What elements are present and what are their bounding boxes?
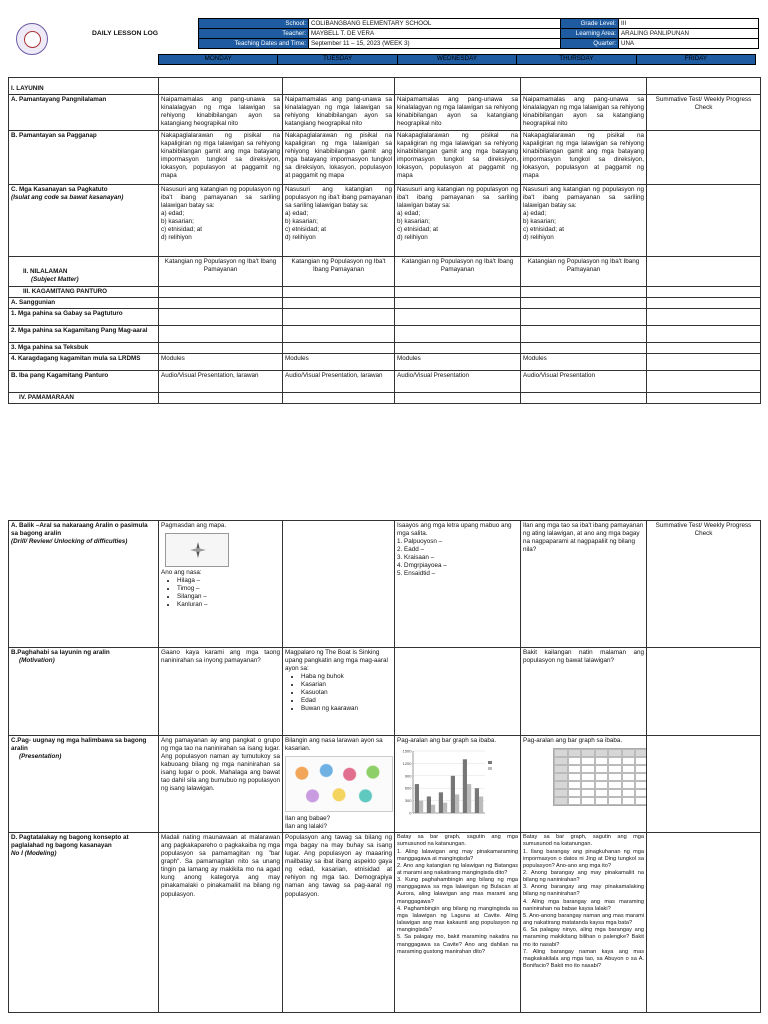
y-tick-label: 0 [409, 810, 412, 816]
boys-question: Ilan ang lalaki? [285, 823, 328, 831]
kagamitan-heading: III. KAGAMITANG PANTURO [9, 287, 159, 298]
area-label: Learning Area: [561, 29, 619, 39]
y-tick-label: 600 [404, 785, 412, 791]
mon-kasanayan [159, 185, 283, 257]
jumbled-word: 2. Eadd – [397, 546, 424, 554]
table-cell [622, 781, 636, 789]
wed-question: 2. Ano ang katangian ng lalawigan ng Batangas at marami ang nakatirang mangingisda dito? [397, 862, 518, 876]
wed-av: Audio/Visual Presentation [395, 371, 521, 393]
pagtatalakay-title: D. Pagtatalakay ng bagong konsepto at paglalahad ng bagong kasanayan [11, 834, 129, 850]
wed-balik-aral [395, 521, 521, 648]
mon-modules: Modules [159, 354, 283, 371]
day-monday: MONDAY [159, 55, 278, 65]
grade-label: Grade Level: [561, 19, 619, 29]
thu-kasanayan [521, 185, 647, 257]
direction-question: Ano ang nasa: [161, 569, 202, 577]
table-cell [595, 781, 609, 789]
tue-modules: Modules [283, 354, 395, 371]
grouping-item: • Kasuotan [301, 689, 392, 697]
grouping-item: • Kasarian [301, 681, 392, 689]
paghahabi-title: B.Paghahabi sa layunin ng aralin [11, 649, 110, 656]
pamantayan-sa-pagganap-label: B. Pamantayan sa Pagganap [9, 131, 159, 185]
tue-nilalaman: Katangian ng Populasyon ng Iba't Ibang Pamayanan [283, 257, 395, 287]
nilalaman-label [9, 257, 159, 287]
quarter-label: Quarter: [561, 39, 619, 49]
table-cell [554, 797, 568, 805]
kasanayan-title: C. Mga Kasanayan sa Pagkatuto [11, 186, 108, 193]
wed-nilalaman: Katangian ng Populasyon ng Iba't Ibang Pamayanan [395, 257, 521, 287]
table-cell [622, 797, 636, 805]
tue-av: Audio/Visual Presentation, larawan [283, 371, 395, 393]
bar [455, 794, 459, 813]
table-cell [622, 789, 636, 797]
table-cell [595, 765, 609, 773]
table-cell [568, 749, 582, 757]
kagamitang-pang-mag-aaral-label: 2. Mga pahina sa Kagamitang Pang Mag-aaral [9, 326, 159, 343]
kasanayan-item: d) relihiyon [397, 234, 428, 242]
y-tick-label: 300 [404, 798, 412, 804]
mon-presentation: Ang pamayanan ay ang pangkat o grupo ng mga tao na naninirahan sa isang lugar. Ang populasyon naman ay tumutukoy sa kabuoang bilang ng mga naninirahan sa isang lugar o pook. Mahalaga ang bawat tao dahil sila ang bumubuo ng populasyon ng isang lalawigan. [159, 736, 283, 833]
wed-questions-lead: Batay sa bar graph, sagutin ang mga sumusunod na katanungan. [397, 834, 518, 848]
thu-question: 6. Sa palagay ninyo, aling mga barangay ang maraming makikitang bilihan o palengke? Bakit mo ito nasabi? [523, 927, 644, 948]
layunin-heading: I. LAYUNIN [9, 78, 159, 95]
grouping-item: • Buwan ng kaarawan [301, 705, 392, 713]
balik-aral-label [9, 521, 159, 648]
bar [479, 797, 483, 814]
bar-graph-instruction: Pag-aralan ang bar graph sa ibaba. [523, 737, 623, 744]
pag-uugnay-subtitle: (Presentation) [19, 753, 62, 761]
teksbuk-label: 3. Mga pahina sa Teksbuk [9, 343, 159, 354]
y-tick-label: 1500 [402, 748, 412, 754]
thu-motivation: Bakit kailangan natin malaman ang populasyon ng bawat lalawigan? [521, 648, 647, 736]
table-cell [568, 773, 582, 781]
thu-av: Audio/Visual Presentation [521, 371, 647, 393]
table-cell [608, 773, 622, 781]
table-cell [554, 765, 568, 773]
children-picture [285, 756, 393, 812]
paghahabi-label [9, 648, 159, 736]
bar [451, 776, 455, 813]
school-label: School: [199, 19, 309, 29]
teacher-label: Teacher: [199, 29, 309, 39]
dates-value: September 11 – 15, 2023 (WEEK 3) [309, 39, 561, 49]
kasanayan-item: c) etnisidad; at [285, 226, 326, 234]
mon-nilalaman: Katangian ng Populasyon ng Iba't Ibang Pamayanan [159, 257, 283, 287]
dates-label: Teaching Dates and Time: [199, 39, 309, 49]
balik-aral-title: A. Balik –Aral sa nakaraang Aralin o pasimula sa bagong aralin [11, 522, 148, 538]
bar [475, 788, 479, 813]
thu-question: 5. Ano-anong barangay naman ang mas marami ang nakatirang matatanda kaysa mga bata? [523, 912, 644, 927]
direction-item: • Silangan – [177, 593, 280, 601]
table-cell [622, 749, 636, 757]
table-cell [635, 749, 647, 757]
wed-question: 5. Sa palagay mo, bakit maraming nakatira na manggagawa sa Cavite? Ano ang dahilan na maraming gustong manirahan dito? [397, 934, 518, 955]
days-row [158, 54, 756, 65]
table-cell [568, 757, 582, 765]
bar [431, 805, 435, 813]
kasanayan-item: b) kasarian; [523, 218, 556, 226]
wed-question: 3. Kung paghahambingin ang bilang ng mga manggagawa sa mga lalawigan ng Bulacan at Aurora, aling lalawigan ang mas marami ang manggagawa? [397, 877, 518, 905]
girls-question: Ilan ang babae? [285, 815, 331, 823]
tue-pamantayang-pangnilalaman: Naipamamalas ang pang-unawa sa kinalalagyan ng mga lalawigan sa rehiyong kinabibilangan ayon sa katangiang heograpikal nito [283, 95, 395, 131]
lesson-table-top [8, 77, 761, 404]
tue-kasanayan [283, 185, 395, 257]
deped-seal-icon [16, 23, 48, 55]
pamamaraan-heading: IV. PAMAMARAAN [9, 393, 159, 404]
table-cell [635, 789, 647, 797]
mon-balik-aral [159, 521, 283, 648]
wed-modeling [395, 833, 521, 1013]
lesson-table-bottom [8, 520, 761, 1013]
table-cell [581, 797, 595, 805]
jumbled-word: 1. Palpuoyosn – [397, 538, 443, 546]
table-cell [554, 789, 568, 797]
grouping-item: • Edad [301, 697, 392, 705]
mon-modeling: Madali nating maunawaan at malarawan ang pagkakapareho o pagkakaiba ng mga populasyon sa pamamagitan ng "bar graph". Sa pamamagitan nito sa unang tingin pa lamang ay makikita mo na agad kung anong kategorya ang may pinakamalaki o pinakamaliit na bilang ng populasyon. [159, 833, 283, 1013]
table-cell [608, 781, 622, 789]
mon-pamantayang-pangnilalaman: Naipamamalas ang pang-unawa sa kinalalagyan ng mga lalawigan sa rehiyong kinabibilangan ayon sa katangiang heograpikal nito [159, 95, 283, 131]
grade-value: III [619, 19, 759, 29]
kasanayan-lead: Nasusuri ang katangian ng populasyon ng iba't ibang pamayanan sa sariling lalawigan batay sa: [397, 186, 518, 210]
bar [463, 759, 467, 813]
document-title: DAILY LESSON LOG [91, 30, 159, 37]
table-cell [581, 773, 595, 781]
area-value: ARALING PANLIPUNAN [619, 29, 759, 39]
school-value: COLIBANGBANG ELEMENTARY SCHOOL [309, 19, 561, 29]
wed-pamantayan-pagganap: Nakapaglalarawan ng pisikal na kapaligiran ng mga lalawigan sa rehiyong kinabibilangan gamit ang mga batayang impormasyon tungkol sa direksiyon, lokasyon, populasyon at paggamit ng mapa [395, 131, 521, 185]
kasanayan-item: d) relihiyon [285, 234, 316, 242]
mon-av: Audio/Visual Presentation, larawan [159, 371, 283, 393]
table-cell [608, 789, 622, 797]
table-cell [608, 797, 622, 805]
thu-question: 4. Aling mga barangay ang mas maraming naninirahan na babae kaysa lalaki? [523, 898, 644, 912]
table-cell [635, 757, 647, 765]
teacher-value: MAYBELL T. DE VERA [309, 29, 561, 39]
wed-pamantayang-pangnilalaman: Naipamamalas ang pang-unawa sa kinalalagyan ng mga lalawigan sa rehiyong kinabibilangan ayon sa katangiang heograpikal nito [395, 95, 521, 131]
jumbled-instruction: Isaayos ang mga letra upang mabuo ang mga salita. [397, 522, 512, 538]
population-bar-chart [397, 747, 515, 823]
kasanayan-subtitle: (Isulat ang code sa bawat kasanayan) [11, 194, 124, 202]
game-instruction: Magpalaro ng The Boat is Sinking upang pangkatin ang mga mag-aaral ayon sa: [285, 649, 388, 673]
kasanayan-item: b) kasarian; [285, 218, 318, 226]
bar [419, 801, 423, 813]
map-image [165, 533, 229, 567]
fri-summative: Summative Test/ Weekly Progress Check [647, 95, 761, 131]
wed-kasanayan [395, 185, 521, 257]
kasanayan-item: b) kasarian; [161, 218, 194, 226]
table-cell [568, 797, 582, 805]
tue-pamantayan-pagganap: Nakapaglalarawan ng pisikal na kapaligiran ng mga lalawigan sa rehiyong kinabibilangan gamit ang mga batayang impormasyon tungkol sa direksiyon, lokasyon, populasyon at paggamit ng mapa [283, 131, 395, 185]
table-cell [622, 773, 636, 781]
kasanayan-item: c) etnisidad; at [161, 226, 202, 234]
tue-presentation [283, 736, 395, 833]
legend-swatch [488, 767, 492, 770]
table-cell [568, 781, 582, 789]
kasanayan-item: b) kasarian; [397, 218, 430, 226]
thu-question: 3. Anong barangay ang may pinakamalaking bilang ng naninirahan? [523, 884, 644, 898]
thu-question: 2. Anong barangay ang may pinakamaliit na bilang ng naninirahan? [523, 869, 644, 884]
kasanayan-item: c) etnisidad; at [397, 226, 438, 234]
grouping-item: • Haba ng buhok [301, 673, 392, 681]
thu-pamantayan-pagganap: Nakapaglalarawan ng pisikal na kapaligiran ng mga lalawigan sa rehiyong kinabibilangan gamit ang mga batayang impormasyon tungkol sa direksiyon, lokasyon, populasyon at paggamit ng mapa [521, 131, 647, 185]
kasanayan-lead: Nasusuri ang katangian ng populasyon ng iba't ibang pamayanan sa sariling lalawigan batay sa: [161, 186, 280, 210]
wed-modules: Modules [395, 354, 521, 371]
pagtatalakay-label [9, 833, 159, 1013]
header-info-table [198, 18, 759, 49]
thu-pamantayang-pangnilalaman: Naipamamalas ang pang-unawa sa kinalalagyan ng mga lalawigan sa rehiyong kinabibilangan ayon sa katangiang heograpikal nito [521, 95, 647, 131]
wed-question: 1. Aling lalawigan ang may pinakamaraming manggagawa at mangingisda? [397, 848, 518, 862]
thu-question: 7. Aling barangay naman kaya ang mas magkakakilala ang mga tao, sa Abuyon o sa A. Bonifacio? Bakit mo ito nasabi? [523, 948, 644, 969]
thu-modeling [521, 833, 647, 1013]
mon-pamantayan-pagganap: Nakapaglalarawan ng pisikal na kapaligiran ng mga lalawigan sa rehiyong kinabibilangan gamit ang mga batayang impormasyon tungkol sa direksiyon, lokasyon, populasyon at paggamit ng mapa [159, 131, 283, 185]
table-cell [635, 797, 647, 805]
kasanayan-lead: Nasusuri ang katangian ng populasyon ng iba't ibang pamayanan sa sariling lalawigan batay sa: [523, 186, 644, 210]
table-cell [568, 789, 582, 797]
y-tick-label: 1200 [402, 760, 412, 766]
thu-presentation [521, 736, 647, 833]
kasanayan-item: d) relihiyon [161, 234, 192, 242]
nilalaman-title: II. NILALAMAN [23, 268, 68, 275]
barangay-data-table [553, 748, 647, 806]
direction-item: • Timog – [177, 585, 280, 593]
pag-uugnay-label [9, 736, 159, 833]
kasanayan-lead: Nasusuri ang katangian ng populasyon ng iba't ibang pamayanan sa sariling lalawigan batay sa: [285, 186, 392, 210]
kasanayan-label [9, 185, 159, 257]
table-cell [554, 773, 568, 781]
jumbled-word: 4. Dmgrpiayoea – [397, 562, 447, 570]
table-cell [595, 749, 609, 757]
map-instruction: Pagmasdan ang mapa. [161, 522, 227, 529]
table-cell [554, 749, 568, 757]
table-cell [595, 797, 609, 805]
iba-pang-kagamitan-label: B. Iba pang Kagamitang Panturo [9, 371, 159, 393]
wed-question: 4. Paghambingin ang bilang ng mangingisda sa mga lalawigan ng Laguna at Cavite. Aling lalawigan ang mas kakaunti ang populasyon ng mangingisda? [397, 905, 518, 934]
day-thursday: THURSDAY [517, 55, 636, 65]
pagtatalakay-subtitle: No I (Modeling) [11, 850, 57, 858]
day-wednesday: WEDNESDAY [397, 55, 516, 65]
pag-uugnay-title: C.Pag- uugnay ng mga halimbawa sa bagong aralin [11, 737, 147, 753]
table-cell [581, 781, 595, 789]
quarter-value: UNA [619, 39, 759, 49]
kasanayan-item: a) edad; [523, 210, 547, 218]
day-tuesday: TUESDAY [278, 55, 397, 65]
table-cell [635, 781, 647, 789]
kasanayan-item: a) edad; [285, 210, 309, 218]
table-cell [581, 789, 595, 797]
table-cell [554, 757, 568, 765]
wed-presentation [395, 736, 521, 833]
table-cell [608, 765, 622, 773]
table-cell [568, 765, 582, 773]
paghahabi-subtitle: (Motivation) [19, 657, 55, 665]
balik-aral-subtitle: (Drill/ Review/ Unlocking of difficulties) [11, 538, 128, 546]
thu-question: 1. Ilang barangay ang pinagkuhanan ng mga impormasyon o datos ni Jing at Ding tungkol sa populasyon? Ano-ano ang mga ito? [523, 848, 644, 869]
kasanayan-item: a) edad; [397, 210, 421, 218]
day-friday: FRIDAY [636, 55, 755, 65]
bar [439, 792, 443, 813]
table-cell [608, 757, 622, 765]
compass-icon [190, 542, 206, 558]
sanggunian-label: A. Sanggunian [9, 298, 159, 309]
table-cell [595, 757, 609, 765]
bar [427, 797, 431, 814]
table-cell [622, 765, 636, 773]
bar [415, 784, 419, 813]
jumbled-word: 5. Ensaidtid – [397, 570, 436, 578]
direction-item: • Kanluran – [177, 601, 280, 609]
y-tick-label: 900 [404, 773, 412, 779]
thu-nilalaman: Katangian ng Populasyon ng Iba't Ibang Pamayanan [521, 257, 647, 287]
kasanayan-item: d) relihiyon [523, 234, 554, 242]
count-instruction: Bilangin ang nasa larawan ayon sa kasarian. [285, 737, 383, 753]
table-cell [622, 757, 636, 765]
table-cell [581, 757, 595, 765]
table-cell [635, 773, 647, 781]
table-cell [635, 765, 647, 773]
bar-graph-instruction: Pag-aralan ang bar graph sa ibaba. [397, 737, 497, 744]
table-cell [581, 749, 595, 757]
pamantayang-pangnilalaman-label: A. Pamantayang Pangnilalaman [9, 95, 159, 131]
lrdms-label: 4. Karagdagang kagamitan mula sa LRDMS [9, 354, 159, 371]
mon-motivation: Gaano kaya karami ang mga taong naninirahan sa inyong pamayanan? [159, 648, 283, 736]
bar [467, 784, 471, 813]
bar [443, 803, 447, 813]
thu-questions-lead: Batay sa bar graph, sagutin ang mga sumusunod na katanungan. [523, 834, 644, 848]
gabay-label: 1. Mga pahina sa Gabay sa Pagtuturo [9, 309, 159, 326]
table-cell [608, 749, 622, 757]
jumbled-word: 3. Kraisaan – [397, 554, 435, 562]
thu-modules: Modules [521, 354, 647, 371]
kasanayan-item: c) etnisidad; at [523, 226, 564, 234]
direction-item: • Hilaga – [177, 577, 280, 585]
legend-swatch [488, 761, 492, 764]
nilalaman-subtitle: (Subject Matter) [31, 276, 79, 284]
table-cell [581, 765, 595, 773]
table-cell [595, 773, 609, 781]
tue-motivation [283, 648, 395, 736]
table-cell [595, 789, 609, 797]
tue-modeling: Populasyon ang tawag sa bilang ng mga bagay na may buhay sa isang lugar. Ang populasyon ay maaaring mailbatay sa ibat ibang aspekto gaya ng edad, kasarian, etnisidad at rehiyon ng mga tao. Demograpiya naman ang tawag sa pag-aaral ng populasyon. [283, 833, 395, 1013]
table-cell [554, 781, 568, 789]
kasanayan-item: a) edad; [161, 210, 185, 218]
fri-summative-bottom: Summative Test/ Weekly Progress Check [647, 521, 761, 648]
thu-balik-aral: Ilan ang mga tao sa iba't ibang pamayanan ng ating lalawigan, at ano ang mga bagay na nagpaparami at nagpapaliit ng bilang nila? [521, 521, 647, 648]
